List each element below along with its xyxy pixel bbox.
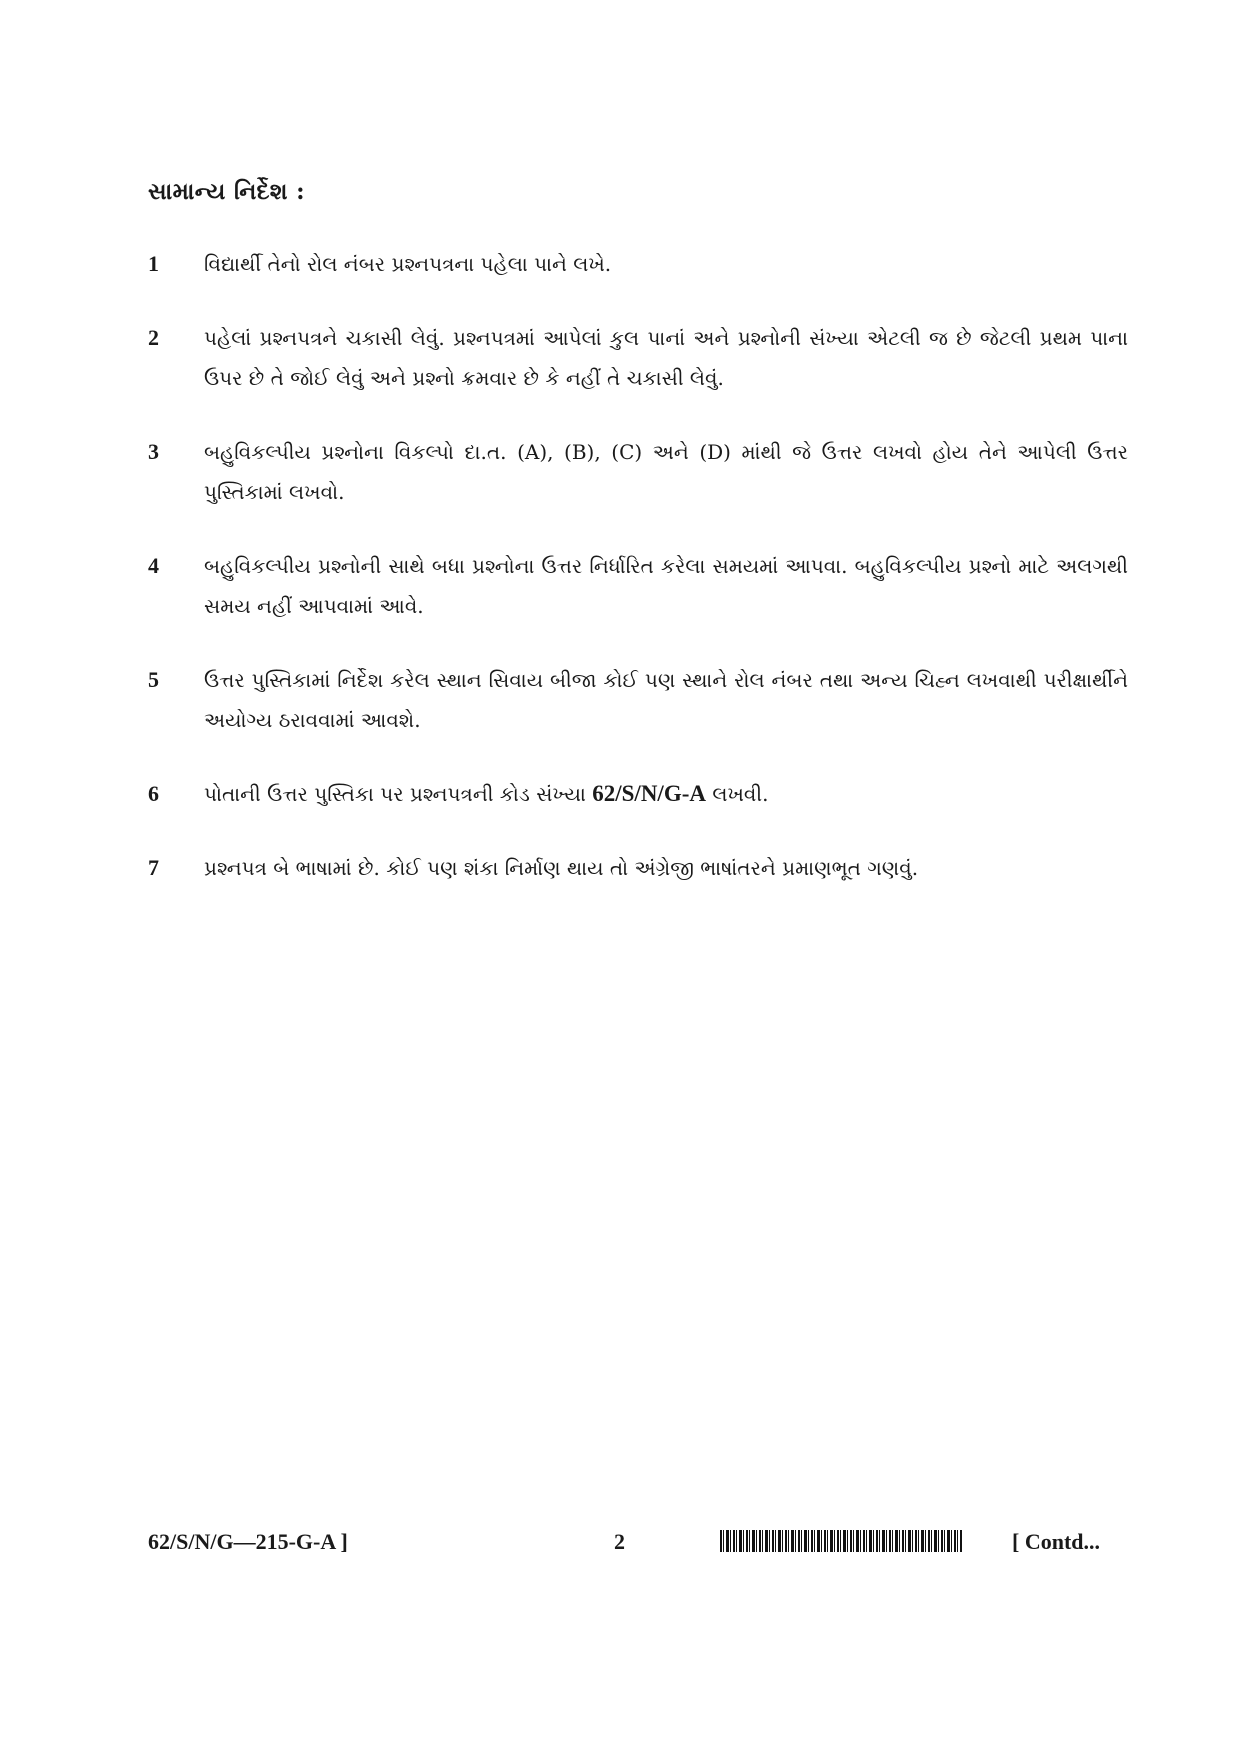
instruction-text: બહુવિકલ્પીય પ્રશ્નોની સાથે બધા પ્રશ્નોના ઉત્તર નિર્ધારિત કરેલા સમયમાં આપવા. બહુવિકલ્પીય પ્રશ્નો માટે અલગથી સમય નહીં આપવામાં આવે.	[204, 554, 1128, 618]
instruction-text: બહુવિકલ્પીય પ્રશ્નોના વિકલ્પો દા.ત. (A), (B), (C) અને (D) માંથી જે ઉત્તર લખવો હોય તેને આપેલી ઉત્તર પુસ્તિકામાં લખવો.	[204, 440, 1128, 504]
section-heading: સામાન્ય નિર્દેશ :	[148, 178, 305, 205]
footer-paper-code: 62/S/N/G—215-G-A ]	[148, 1529, 348, 1554]
instruction-number: 6	[148, 781, 159, 806]
instruction-text: પહેલાં પ્રશ્નપત્રને ચકાસી લેવું. પ્રશ્નપત્રમાં આપેલાં કુલ પાનાં અને પ્રશ્નોની સંખ્યા એટલી જ છે જેટલી પ્રથમ પાના ઉપર છે તે જોઈ લેવું અને પ્રશ્નો ક્રમવાર છે કે નહીં તે ચકાસી લેવું.	[204, 326, 1128, 390]
page-footer	[148, 1525, 1120, 1561]
barcode-icon	[720, 1530, 962, 1552]
instruction-text-before: પોતાની ઉત્તર પુસ્તિકા પર પ્રશ્નપત્રની કોડ સંખ્યા	[204, 782, 586, 806]
instruction-number: 2	[148, 325, 159, 350]
instruction-text: વિદ્યાર્થી તેનો રોલ નંબર પ્રશ્નપત્રના પહેલા પાને લખે.	[204, 252, 612, 276]
instruction-item	[148, 244, 1128, 284]
instruction-number: 5	[148, 667, 159, 692]
instruction-item	[148, 318, 1128, 398]
instruction-item	[148, 660, 1128, 740]
instruction-number: 4	[148, 553, 159, 578]
instruction-number: 3	[148, 439, 159, 464]
instruction-text: પ્રશ્નપત્ર બે ભાષામાં છે. કોઈ પણ શંકા નિર્માણ થાય તો અંગ્રેજી ભાષાંતરને પ્રમાણભૂત ગણવું.	[204, 856, 919, 880]
instruction-item	[148, 774, 1128, 814]
instruction-text-after: લખવી.	[712, 782, 769, 806]
page-number: 2	[614, 1529, 625, 1554]
instruction-list	[148, 244, 1128, 922]
instruction-item	[148, 546, 1128, 626]
instruction-text	[204, 774, 1128, 814]
continued-label: [ Contd...	[1012, 1529, 1101, 1554]
instruction-number: 7	[148, 855, 159, 880]
instruction-item	[148, 432, 1128, 512]
instruction-item	[148, 848, 1128, 888]
question-paper-code: 62/S/N/G-A	[592, 781, 706, 806]
instruction-number: 1	[148, 251, 159, 276]
instruction-text: ઉત્તર પુસ્તિકામાં નિર્દેશ કરેલ સ્થાન સિવાય બીજા કોઈ પણ સ્થાને રોલ નંબર તથા અન્ય ચિહ્ન લખવાથી પરીક્ષાર્થીને અયોગ્ય ઠરાવવામાં આવશે.	[204, 668, 1128, 732]
